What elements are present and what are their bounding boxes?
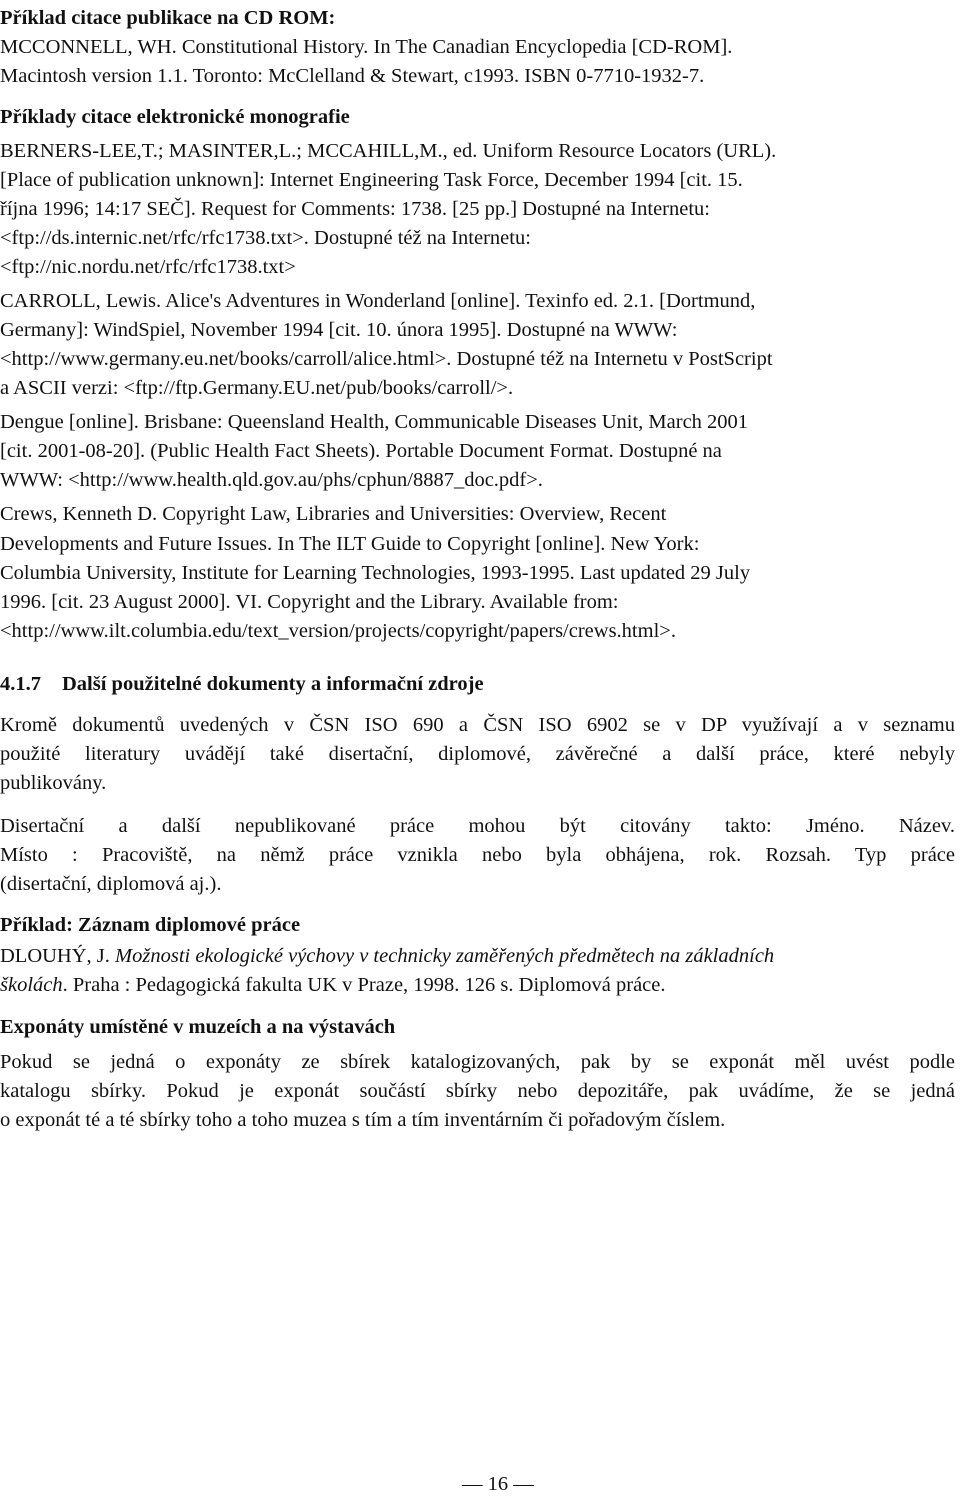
crews-reference-line-4: 1996. [cit. 23 August 2000]. VI. Copyright and the Library. Available from: [0,591,619,613]
thesis-reference-line-2 [0,971,666,1001]
paragraph-2-line-2: Místo : Pracoviště, na němž práce vznikla nebo byla obhájena, rok. Rozsah. Typ práce [0,844,955,866]
paragraph-1-line-1: Kromě dokumentů uvedených v ČSN ISO 690 a ČSN ISO 6902 se v DP využívají a v seznamu [0,714,955,736]
section-number: 4.1.7 [0,673,41,695]
paragraph-1-line-2: použité literatury uvádějí také disertační, diplomové, závěrečné a další práce, které nebyly [0,743,955,765]
section-heading [0,670,484,700]
page-number: — 16 — [462,1473,534,1495]
paragraph-1-line-3: publikovány. [0,772,107,794]
berners-reference-line-5: <ftp://nic.nordu.net/rfc/rfc1738.txt> [0,256,296,278]
paragraph-2-line-3: (disertační, diplomová aj.). [0,873,222,895]
paragraph-3-line-1: Pokud se jedná o exponáty ze sbírek katalogizovaných, pak by se exponát měl uvést podle [0,1051,955,1073]
thesis-title-part-2: školách [0,974,63,996]
emonograph-example-heading: Příklady citace elektronické monografie [0,106,350,128]
dengue-reference-line-2: [cit. 2001-08-20]. (Public Health Fact Sheets). Portable Document Format. Dostupné na [0,440,722,462]
exhibits-heading: Exponáty umístěné v muzeích a na výstavách [0,1016,396,1038]
paragraph-3-line-2: katalogu sbírky. Pokud je exponát součástí sbírky nebo depozitáře, pak uvádíme, že se jedná [0,1080,955,1102]
carroll-reference-line-3: <http://www.germany.eu.net/books/carroll/alice.html>. Dostupné též na Internetu v PostScript [0,348,773,370]
section-title: Další použitelné dokumenty a informační zdroje [62,673,484,695]
berners-reference-line-1: BERNERS-LEE,T.; MASINTER,L.; MCCAHILL,M., ed. Uniform Resource Locators (URL). [0,140,777,162]
dengue-reference-line-1: Dengue [online]. Brisbane: Queensland Health, Communicable Diseases Unit, March 2001 [0,411,749,433]
crews-reference-line-5: <http://www.ilt.columbia.edu/text_version/projects/copyright/papers/crews.html>. [0,620,676,642]
carroll-reference-line-1: CARROLL, Lewis. Alice's Adventures in Wonderland [online]. Texinfo ed. 2.1. [Dortmund, [0,290,756,312]
thesis-reference-line-1 [0,942,774,972]
crews-reference-line-3: Columbia University, Institute for Learning Technologies, 1993-1995. Last updated 29 July [0,562,751,584]
dengue-reference-line-3: WWW: <http://www.health.qld.gov.au/phs/cphun/8887_doc.pdf>. [0,469,543,491]
carroll-reference-line-2: Germany]: WindSpiel, November 1994 [cit. 10. února 1995]. Dostupné na WWW: [0,319,678,341]
paragraph-2-line-1: Disertační a další nepublikované práce mohou být citovány takto: Jméno. Název. [0,815,955,837]
thesis-title-part-1: Možnosti ekologické výchovy v technicky zaměřených předmětech na základních [115,945,775,967]
thesis-example-heading: Příklad: Záznam diplomové práce [0,914,301,936]
berners-reference-line-2: [Place of publication unknown]: Internet Engineering Task Force, December 1994 [cit. 15. [0,169,743,191]
crews-reference-line-1: Crews, Kenneth D. Copyright Law, Libraries and Universities: Overview, Recent [0,503,667,525]
berners-reference-line-4: <ftp://ds.internic.net/rfc/rfc1738.txt>. Dostupné též na Internetu: [0,227,531,249]
page-number-value: 16 [487,1473,509,1495]
carroll-reference-line-4: a ASCII verzi: <ftp://ftp.Germany.EU.net/pub/books/carroll/>. [0,377,514,399]
cdrom-reference-line-1: MCCONNELL, WH. Constitutional History. In The Canadian Encyclopedia [CD-ROM]. [0,36,733,58]
paragraph-3-line-3: o exponát té a té sbírky toho a toho muzea s tím a tím inventárním či pořadovým číslem. [0,1109,726,1131]
cdrom-reference-line-2: Macintosh version 1.1. Toronto: McClelland & Stewart, c1993. ISBN 0-7710-1932-7. [0,65,705,87]
crews-reference-line-2: Developments and Future Issues. In The ILT Guide to Copyright [online]. New York: [0,533,700,555]
cdrom-example-heading: Příklad citace publikace na CD ROM: [0,7,336,29]
thesis-publication-details: . Praha : Pedagogická fakulta UK v Praze, 1998. 126 s. Diplomová práce. [62,974,666,996]
thesis-author: DLOUHÝ, J. [0,945,110,967]
berners-reference-line-3: října 1996; 14:17 SEČ]. Request for Comments: 1738. [25 pp.] Dostupné na Internetu: [0,198,711,220]
